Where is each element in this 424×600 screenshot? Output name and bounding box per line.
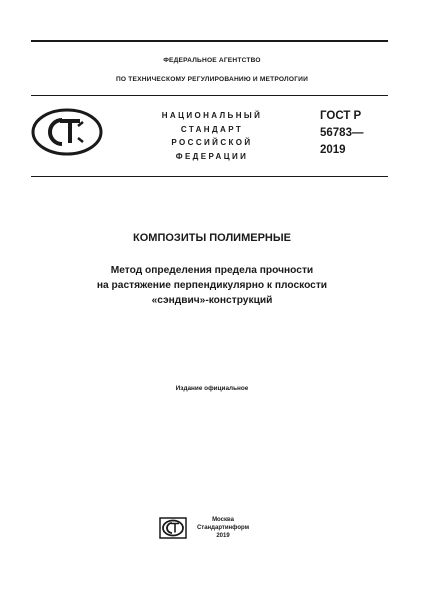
agency-line-1: ФЕДЕРАЛЬНОЕ АГЕНТСТВО — [163, 57, 261, 64]
publisher-imprint — [193, 516, 253, 541]
national-standard-label — [132, 109, 292, 163]
standartinform-logo-icon — [159, 517, 187, 539]
document-title: КОМПОЗИТЫ ПОЛИМЕРНЫЕ — [133, 232, 291, 244]
gost-line: 56783— — [320, 127, 364, 139]
document-subtitle — [0, 263, 424, 308]
national-line: РОССИЙСКОЙ — [171, 138, 253, 147]
edition-note: Издание официальное — [175, 385, 249, 392]
middle-divider — [31, 95, 388, 96]
top-divider — [31, 40, 388, 42]
publisher-line: 2019 — [216, 533, 230, 540]
subtitle-line: «сэндвич»-конструкций — [151, 295, 273, 306]
rst-emblem-icon — [31, 108, 103, 156]
bottom-divider — [31, 176, 388, 177]
national-line: НАЦИОНАЛЬНЫЙ — [161, 111, 263, 120]
national-line: СТАНДАРТ — [180, 124, 244, 134]
gost-line: ГОСТ Р — [320, 110, 362, 122]
publisher-line: Москва — [212, 517, 234, 523]
subtitle-line: Метод определения предела прочности — [110, 265, 314, 276]
national-line: ФЕДЕРАЦИИ — [175, 151, 249, 161]
gost-designation — [320, 108, 390, 159]
gost-line: 2019 — [320, 144, 346, 156]
subtitle-line: на растяжение перпендикулярно к плоскости — [96, 280, 328, 291]
publisher-line: Стандартинформ — [196, 525, 250, 532]
agency-line-2: ПО ТЕХНИЧЕСКОМУ РЕГУЛИРОВАНИЮ И МЕТРОЛОГИИ — [115, 76, 309, 83]
